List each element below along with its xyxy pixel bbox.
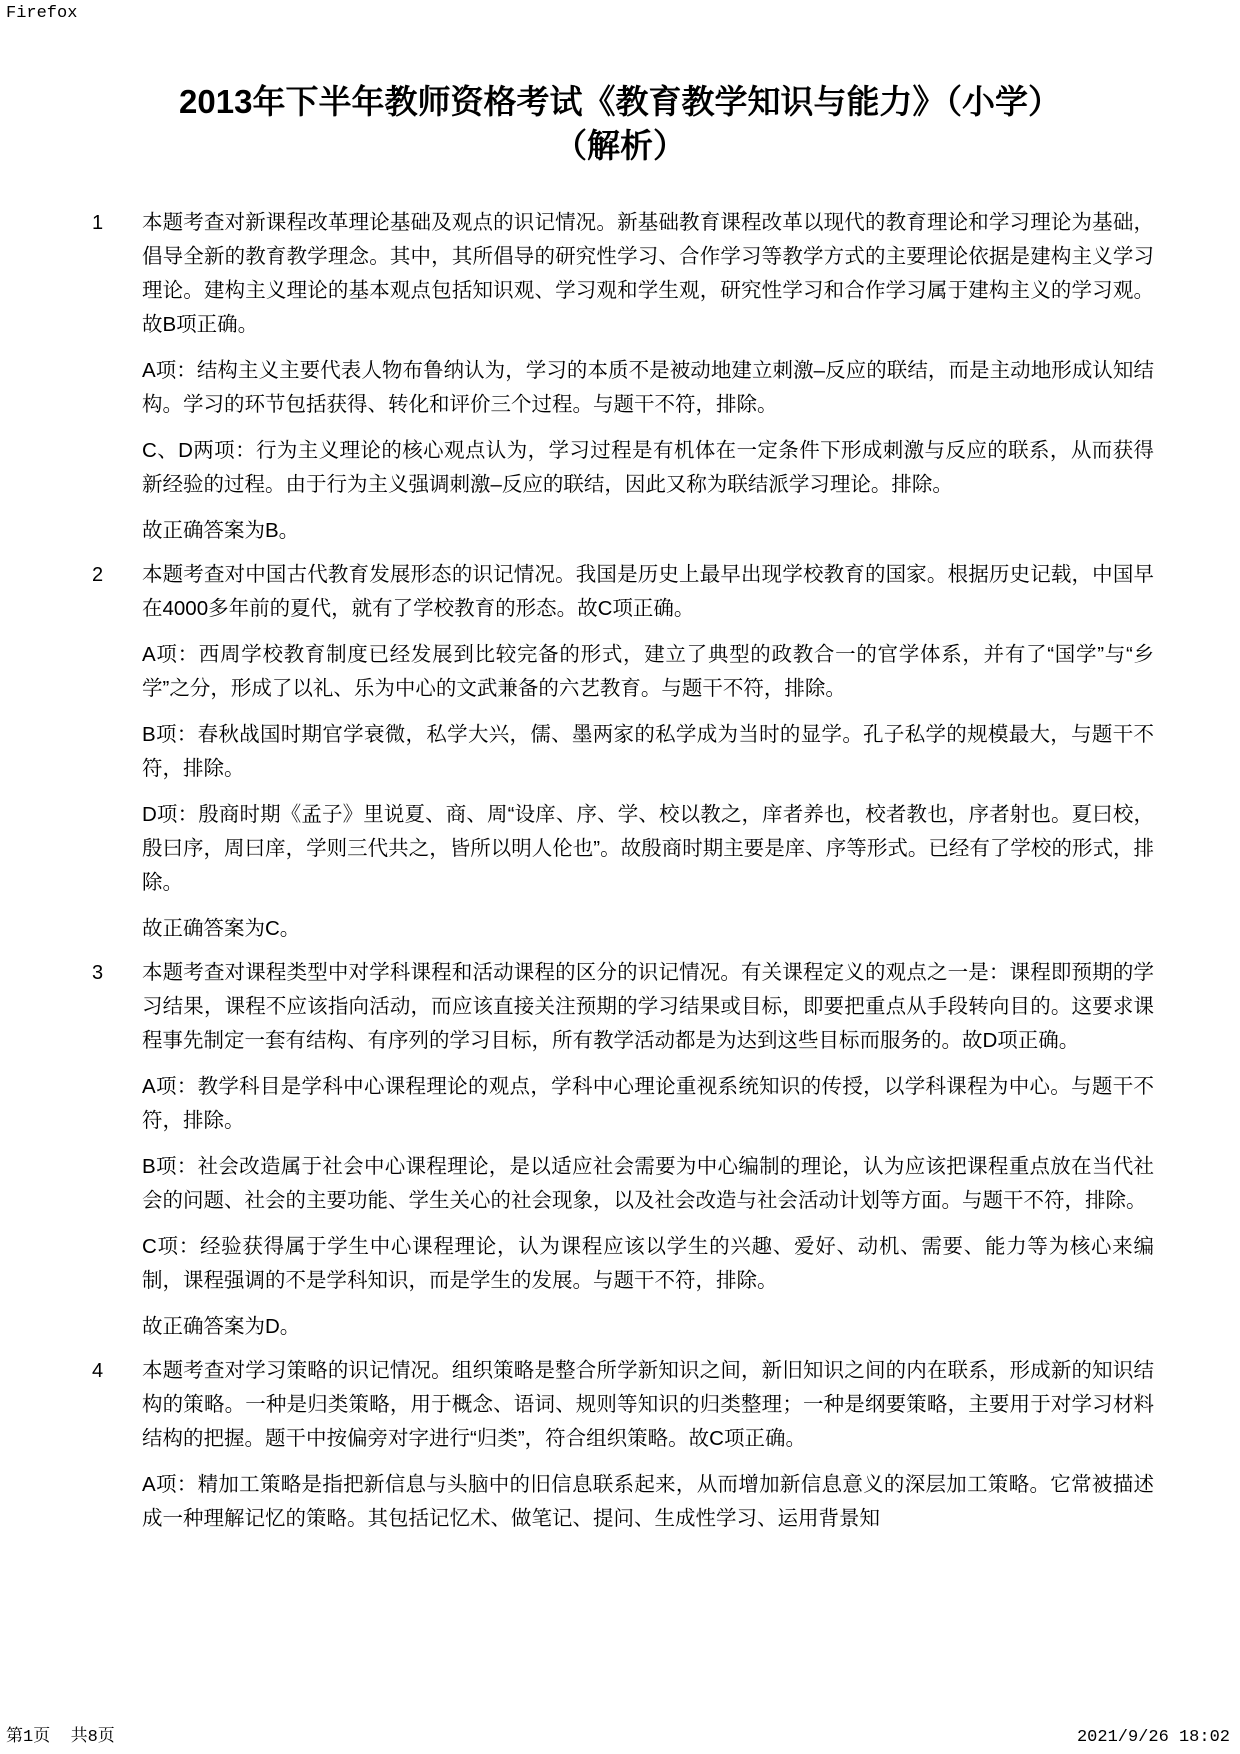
item-lead-body [142,558,1154,626]
item-lead-row [86,558,1154,626]
list-item [86,206,1154,548]
option-paragraph: C、D两项：行为主义理论的核心观点认为，学习过程是有机体在一定条件下形成刺激与反应的联系，从而获得新经验的过程。由于行为主义强调刺激–反应的联结，因此又称为联结派学习理论。排除。 [142,439,1154,496]
print-footer [6,1728,1230,1748]
option-paragraph: A项：结构主义主要代表人物布鲁纳认为，学习的本质不是被动地建立刺激–反应的联结，而是主动地形成认知结构。学习的环节包括获得、转化和评价三个过程。与题干不符，排除。 [142,359,1154,416]
page-title-line-2: （解析） [554,127,686,164]
item-sub-paragraphs [142,638,1154,946]
answer-paragraph: 故正确答案为D。 [142,1315,301,1338]
list-item [86,1354,1154,1536]
item-lead-row [86,1354,1154,1456]
item-sub-paragraphs [142,1468,1154,1536]
item-number: 2 [92,564,104,586]
item-sub-paragraphs [142,1070,1154,1344]
list-item [86,956,1154,1344]
item-sub-paragraphs [142,354,1154,548]
list-item [86,558,1154,946]
item-number: 1 [92,212,104,234]
item-lead-paragraph: 本题考查对学习策略的识记情况。组织策略是整合所学新知识之间，新旧知识之间的内在联系，形成新的知识结构的策略。一种是归类策略，用于概念、语词、规则等知识的归类整理；一种是纲要策略，主要用于对学习材料结构的把握。题干中按偏旁对字进行“归类”，符合组织策略。故C项正确。 [142,1359,1154,1450]
item-lead-body [142,1354,1154,1456]
page-title-line-1: 2013年下半年教师资格考试《教育教学知识与能力》（小学） [179,83,1061,120]
item-lead-paragraph: 本题考查对课程类型中对学科课程和活动课程的区分的识记情况。有关课程定义的观点之一是：课程即预期的学习结果，课程不应该指向活动，而应该直接关注预期的学习结果或目标，即要把重点从手段转向目的。这要求课程事先制定一套有结构、有序列的学习目标，所有教学活动都是为达到这些目标而服务的。故D项正确。 [142,961,1154,1052]
option-paragraph: C项：经验获得属于学生中心课程理论，认为课程应该以学生的兴趣、爱好、动机、需要、能力等为核心来编制，课程强调的不是学科知识，而是学生的发展。与题干不符，排除。 [142,1235,1154,1292]
browser-name-label: Firefox [6,4,78,23]
option-paragraph: A项：西周学校教育制度已经发展到比较完备的形式，建立了典型的政教合一的官学体系，并有了“国学”与“乡学”之分，形成了以礼、乐为中心的文武兼备的六艺教育。与题干不符，排除。 [142,643,1154,700]
print-header [6,4,1234,28]
option-paragraph: A项：精加工策略是指把新信息与头脑中的旧信息联系起来，从而增加新信息意义的深层加工策略。它常被描述成一种理解记忆的策略。其包括记忆术、做笔记、提问、生成性学习、运用背景知 [142,1473,1154,1530]
item-lead-row [86,956,1154,1058]
option-paragraph: A项：教学科目是学科中心课程理论的观点，学科中心理论重视系统知识的传授，以学科课程为中心。与题干不符，排除。 [142,1075,1154,1132]
item-number: 3 [92,962,104,984]
option-paragraph: D项：殷商时期《孟子》里说夏、商、周“设庠、序、学、校以教之，庠者养也，校者教也，序者射也。夏曰校，殷曰序，周曰庠，学则三代共之，皆所以明人伦也”。故殷商时期主要是庠、序等形式。已经有了学校的形式，排除。 [142,803,1154,894]
explanation-list [86,206,1154,1536]
item-lead-row [86,206,1154,342]
page-number-label: 第1页 共8页 [6,1728,115,1747]
document-page [0,34,1240,1724]
item-lead-body [142,206,1154,342]
answer-paragraph: 故正确答案为C。 [142,917,301,940]
option-paragraph: B项：春秋战国时期官学衰微，私学大兴，儒、墨两家的私学成为当时的显学。孔子私学的规模最大，与题干不符，排除。 [142,723,1154,780]
item-lead-paragraph: 本题考查对中国古代教育发展形态的识记情况。我国是历史上最早出现学校教育的国家。根据历史记载，中国早在4000多年前的夏代，就有了学校教育的形态。故C项正确。 [142,563,1154,620]
item-number: 4 [92,1360,104,1382]
item-lead-paragraph: 本题考查对新课程改革理论基础及观点的识记情况。新基础教育课程改革以现代的教育理论和学习理论为基础，倡导全新的教育教学理念。其中，其所倡导的研究性学习、合作学习等教学方式的主要理论依据是建构主义学习理论。建构主义理论的基本观点包括知识观、学习观和学生观，研究性学习和合作学习属于建构主义的学习观。故B项正确。 [142,211,1154,336]
print-timestamp-label: 2021/9/26 18:02 [1076,1728,1230,1747]
option-paragraph: B项：社会改造属于社会中心课程理论，是以适应社会需要为中心编制的理论，认为应该把课程重点放在当代社会的问题、社会的主要功能、学生关心的社会现象，以及社会改造与社会活动计划等方面。与题干不符，排除。 [142,1155,1154,1212]
page-title [86,80,1154,168]
answer-paragraph: 故正确答案为B。 [142,519,300,542]
item-lead-body [142,956,1154,1058]
